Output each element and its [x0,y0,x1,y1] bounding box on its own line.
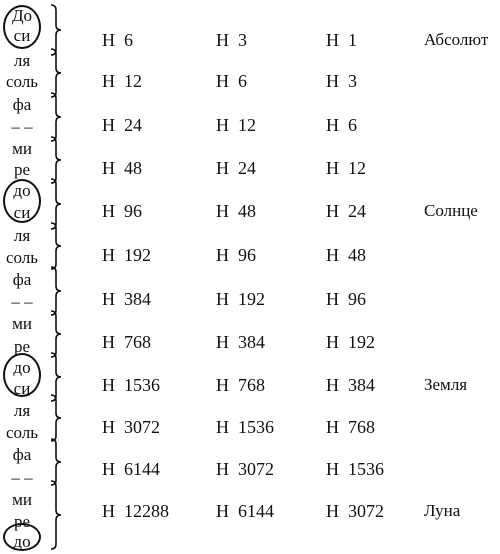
note-circle [3,5,41,49]
hydrogen-value: Н 12 [216,115,256,135]
note-label: фа [12,445,32,464]
hydrogen-value: Н 768 [102,332,151,352]
note-label: ля [13,51,31,70]
hydrogen-value: Н 3072 [326,501,384,521]
hydrogen-value: Н 12288 [102,501,169,521]
hydrogen-value: Н 3072 [216,459,274,479]
note-label: фа [12,95,32,114]
hydrogen-value: Н 384 [216,332,265,352]
cosmos-label: Луна [424,501,461,520]
brace [48,266,66,316]
note-label: ми [12,490,32,509]
cosmos-label: Солнце [424,201,478,220]
hydrogen-value: Н 96 [326,289,366,309]
hydrogen-value: Н 3 [216,30,247,50]
brace [48,222,66,270]
note-label: до [13,181,31,200]
note-label: си [13,379,31,398]
hydrogen-value: Н 6 [216,71,247,91]
note-label: ля [13,401,31,420]
note-label: фа [12,270,32,289]
note-circle [3,353,41,397]
brace [48,92,66,142]
hydrogen-value: Н 768 [326,417,375,437]
note-label: ми [12,314,32,333]
hydrogen-value: Н 96 [102,201,142,221]
note-label: соль [5,248,39,267]
brace [48,310,66,358]
hydrogen-value: Н 768 [216,375,265,395]
note-label: ре [13,337,31,356]
hydrogen-value: Н 24 [216,158,256,178]
note-label: до [13,532,31,551]
note-label: ми [12,139,32,158]
note-label: ре [13,160,31,179]
hydrogen-value: Н 1 [326,30,357,50]
hydrogen-value: Н 96 [216,245,256,265]
hydrogen-value: Н 3072 [102,417,160,437]
hydrogen-value: Н 192 [102,245,151,265]
hydrogen-value: Н 3 [326,71,357,91]
note-circle [3,523,41,551]
hydrogen-value: Н 6144 [216,501,274,521]
note-label: соль [5,423,39,442]
note-label: соль [5,72,39,91]
hydrogen-value: Н 384 [326,375,375,395]
hydrogen-value: Н 48 [216,201,256,221]
note-label: До [11,6,33,25]
hydrogen-value: Н 48 [326,245,366,265]
note-label: ре [13,512,31,531]
hydrogen-value: Н 192 [216,289,265,309]
brace [48,136,66,184]
cosmos-label: Земля [424,375,468,394]
note-label: – – [11,292,33,311]
hydrogen-value: Н 12 [326,158,366,178]
note-label: ля [13,226,31,245]
hydrogen-value: Н 24 [326,201,366,221]
note-label: си [13,203,31,222]
hydrogen-value: Н 1536 [102,375,160,395]
hydrogen-value: Н 1536 [216,417,274,437]
hydrogen-value: Н 24 [102,115,142,135]
brace [48,48,66,98]
brace [48,394,66,442]
note-label: – – [11,468,33,487]
hydrogen-value: Н 384 [102,289,151,309]
cosmos-label: Абсолют [424,30,489,49]
hydrogen-value: Н 48 [102,158,142,178]
brace [48,480,66,550]
hydrogen-value: Н 12 [102,71,142,91]
note-label: до [13,358,31,377]
hydrogen-value: Н 6 [102,30,133,50]
note-circle [3,179,41,223]
hydrogen-value: Н 6 [326,115,357,135]
hydrogen-value: Н 192 [326,332,375,352]
note-label: си [13,26,31,45]
hydrogen-value: Н 6144 [102,459,160,479]
hydrogen-value: Н 1536 [326,459,384,479]
brace [48,438,66,486]
note-label: – – [11,117,33,136]
